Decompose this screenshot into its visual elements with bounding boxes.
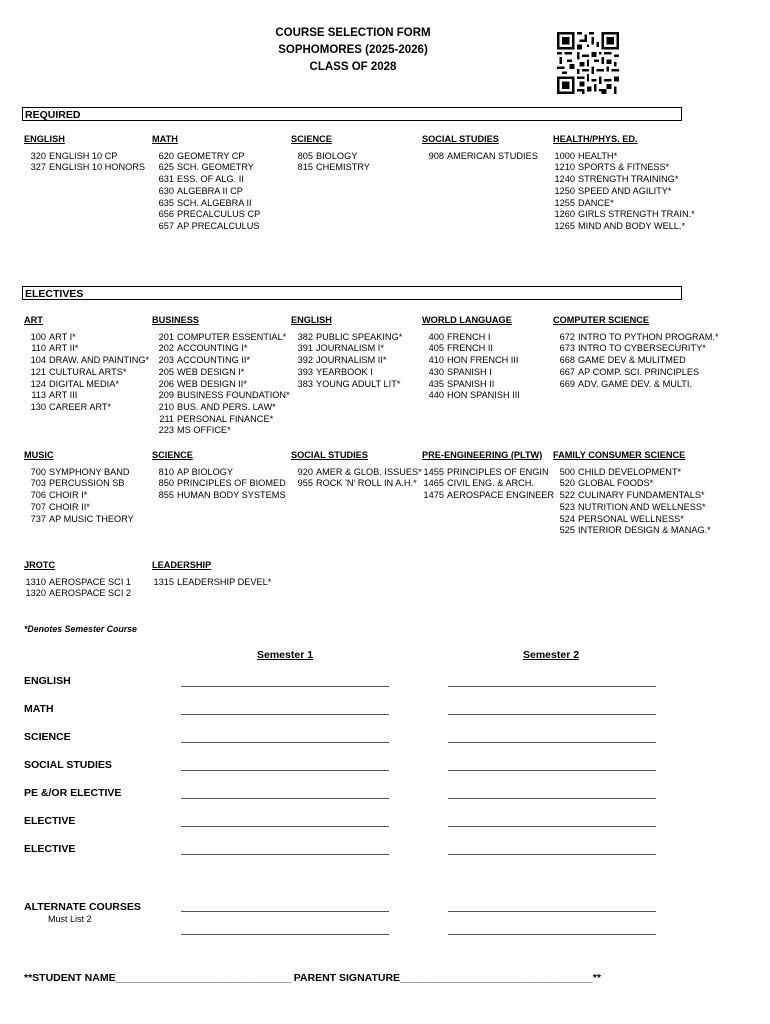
course-item — [152, 174, 260, 186]
required-health-pe-column — [553, 134, 695, 233]
course-title: CULTURAL ARTS* — [49, 366, 127, 377]
course-title: AEROSPACE SCI 1 — [49, 576, 132, 587]
course-title: HON FRENCH III — [447, 355, 519, 366]
course-title: ART I* — [49, 331, 76, 342]
course-code: 320 — [30, 150, 46, 161]
course-code: 635 — [158, 197, 174, 208]
course-title: AP COMP. SCI. PRINCIPLES — [578, 366, 700, 377]
course-title: ROCK 'N' ROLL IN A.H.* — [316, 478, 417, 489]
row-label-elective: ELECTIVE — [24, 843, 76, 855]
form-subtitle: SOPHOMORES (2025-2026) — [278, 44, 428, 56]
course-title: ART II* — [49, 343, 79, 354]
course-code: 805 — [297, 150, 313, 161]
course-item — [24, 367, 149, 379]
course-code: 130 — [30, 401, 46, 412]
column-heading: HEALTH/PHYS. ED. — [553, 134, 638, 144]
pe-elective-semester-1-field[interactable] — [181, 798, 389, 799]
course-code: 522 — [559, 490, 575, 501]
course-title: BIOLOGY — [316, 150, 358, 161]
course-title: STRENGTH TRAINING* — [578, 174, 679, 185]
course-code: 100 — [30, 331, 46, 342]
course-code: 1475 — [423, 490, 444, 501]
course-item — [152, 198, 260, 210]
course-code: 203 — [158, 355, 174, 366]
course-item — [422, 467, 554, 479]
row-label-social-studies: SOCIAL STUDIES — [24, 759, 112, 771]
course-title: MIND AND BODY WELL.* — [578, 220, 686, 231]
course-title: HEALTH* — [578, 150, 618, 161]
course-item — [291, 355, 402, 367]
qr-code-icon — [557, 32, 619, 94]
course-code: 1320 — [25, 588, 46, 599]
electives-english-column — [291, 315, 402, 390]
course-item — [152, 221, 260, 233]
course-item — [24, 151, 145, 163]
course-title: JOURNALISM II* — [316, 355, 387, 366]
course-item — [291, 151, 370, 163]
course-item — [553, 343, 719, 355]
course-title: SPANISH I — [447, 366, 492, 377]
course-code: 104 — [30, 355, 46, 366]
course-item — [422, 367, 520, 379]
course-code: 210 — [158, 401, 174, 412]
column-heading: WORLD LANGUAGE — [422, 315, 512, 325]
course-title: YEARBOOK I — [316, 366, 373, 377]
science-semester-1-field[interactable] — [181, 742, 389, 743]
course-title: CULINARY FUNDAMENTALS* — [578, 490, 705, 501]
course-code: 405 — [428, 343, 444, 354]
course-title: PUBLIC SPEAKING* — [316, 331, 403, 342]
required-science-column — [291, 134, 370, 174]
course-item — [152, 390, 290, 402]
column-heading: JROTC — [24, 560, 56, 570]
course-code: 706 — [30, 490, 46, 501]
course-item — [291, 332, 402, 344]
alternate-1-semester-1-field[interactable] — [181, 911, 389, 912]
course-item — [24, 478, 134, 490]
course-item — [24, 162, 145, 174]
course-item — [553, 502, 711, 514]
electives-jrotc-column — [24, 560, 131, 600]
course-item — [152, 151, 260, 163]
course-code: 1240 — [554, 174, 575, 185]
course-item — [553, 151, 695, 163]
course-item — [24, 490, 134, 502]
course-title: NUTRITION AND WELLNESS* — [578, 501, 706, 512]
course-item — [422, 355, 520, 367]
course-code: 383 — [297, 378, 313, 389]
elective-2-semester-1-field[interactable] — [181, 854, 389, 855]
course-title: WEB DESIGN II* — [177, 378, 247, 389]
course-title: HUMAN BODY SYSTEMS — [177, 490, 286, 501]
course-code: 1465 — [423, 478, 444, 489]
course-code: 955 — [297, 478, 313, 489]
course-title: BUSINESS FOUNDATION* — [177, 390, 290, 401]
course-code: 656 — [158, 209, 174, 220]
form-header — [200, 25, 506, 76]
alternate-courses-label: ALTERNATE COURSES — [24, 901, 141, 913]
course-title: PRINCIPLES OF ENGIN — [447, 466, 549, 477]
electives-world-language-column — [422, 315, 520, 402]
course-item — [422, 390, 520, 402]
course-title: BUS. AND PERS. LAW* — [177, 401, 276, 412]
row-label-science: SCIENCE — [24, 731, 71, 743]
course-title: AMERICAN STUDIES — [447, 150, 538, 161]
course-title: CHOIR I* — [49, 490, 88, 501]
course-code: 205 — [158, 366, 174, 377]
course-title: SCH. ALGEBRA II — [177, 197, 252, 208]
course-item — [553, 332, 719, 344]
course-code: 1310 — [25, 576, 46, 587]
math-semester-2-field[interactable] — [448, 714, 656, 715]
course-code: 435 — [428, 378, 444, 389]
column-heading: ENGLISH — [291, 315, 332, 325]
course-code: 850 — [158, 478, 174, 489]
course-item — [152, 425, 290, 437]
row-label-english: ENGLISH — [24, 675, 71, 687]
course-code: 737 — [30, 513, 46, 524]
course-code: 672 — [559, 331, 575, 342]
course-item — [422, 151, 538, 163]
course-title: SPEED AND AGILITY* — [578, 185, 672, 196]
column-heading: ENGLISH — [24, 134, 65, 144]
semester-2-heading: Semester 2 — [523, 649, 580, 661]
column-heading: FAMILY CONSUMER SCIENCE — [553, 450, 686, 460]
course-code: 524 — [559, 513, 575, 524]
pe-elective-semester-2-field[interactable] — [448, 798, 656, 799]
course-title: ENGLISH 10 CP — [49, 150, 118, 161]
course-item — [553, 209, 695, 221]
course-title: ACCOUNTING I* — [177, 343, 248, 354]
social-studies-semester-2-field[interactable] — [448, 770, 656, 771]
course-title: GAME DEV & MULITMED — [578, 355, 686, 366]
course-item — [422, 332, 520, 344]
column-heading: LEADERSHIP — [152, 560, 212, 570]
electives-science-column — [152, 450, 286, 502]
course-item — [553, 379, 719, 391]
course-code: 668 — [559, 355, 575, 366]
course-code: 113 — [31, 390, 46, 401]
course-title: ADV. GAME DEV. & MULTI. — [578, 378, 693, 389]
course-item — [152, 343, 290, 355]
course-item — [152, 402, 290, 414]
course-title: SYMPHONY BAND — [49, 466, 130, 477]
course-code: 657 — [158, 220, 174, 231]
required-social-studies-column — [422, 134, 538, 162]
course-item — [422, 379, 520, 391]
alternate-courses-sublabel: Must List 2 — [48, 914, 92, 924]
course-code: 520 — [559, 478, 575, 489]
course-code: 523 — [559, 501, 575, 512]
alternate-2-semester-2-field[interactable] — [448, 934, 656, 935]
course-title: FRENCH II — [447, 343, 493, 354]
course-code: 327 — [30, 162, 46, 173]
course-item — [152, 379, 290, 391]
column-heading: SOCIAL STUDIES — [291, 450, 368, 460]
electives-business-column — [152, 315, 290, 437]
course-code: 700 — [30, 466, 46, 477]
course-item — [24, 332, 149, 344]
course-title: ESS. OF ALG. II — [177, 174, 244, 185]
course-title: CHILD DEVELOPMENT* — [578, 466, 682, 477]
course-title: INTRO TO PYTHON PROGRAM.* — [578, 331, 719, 342]
electives-social-studies-column — [291, 450, 422, 490]
course-item — [553, 198, 695, 210]
column-heading: ART — [24, 315, 43, 325]
course-code: 1260 — [554, 209, 575, 220]
course-item — [152, 577, 271, 589]
course-code: 392 — [297, 355, 313, 366]
elective-1-semester-1-field[interactable] — [181, 826, 389, 827]
course-code: 211 — [159, 413, 174, 424]
row-label-pe-elective: PE &/OR ELECTIVE — [24, 787, 122, 799]
electives-music-column — [24, 450, 134, 525]
course-title: ENGLISH 10 HONORS — [49, 162, 145, 173]
course-title: AEROSPACE ENGINEER — [447, 490, 555, 501]
course-code: 500 — [559, 466, 575, 477]
course-item — [152, 355, 290, 367]
course-item — [553, 367, 719, 379]
column-heading: SOCIAL STUDIES — [422, 134, 499, 144]
course-item — [291, 478, 422, 490]
course-code: 121 — [30, 366, 46, 377]
course-item — [152, 367, 290, 379]
alternate-1-semester-2-field[interactable] — [448, 911, 656, 912]
column-heading: MATH — [152, 134, 178, 144]
course-item — [553, 162, 695, 174]
course-item — [422, 478, 554, 490]
course-code: 206 — [158, 378, 174, 389]
course-item — [291, 467, 422, 479]
course-code: 707 — [30, 501, 46, 512]
course-title: CHOIR II* — [49, 501, 90, 512]
course-item — [152, 478, 286, 490]
course-item — [553, 174, 695, 186]
class-year: CLASS OF 2028 — [309, 61, 397, 73]
column-heading: PRE-ENGINEERING (PLTW) — [422, 450, 543, 460]
course-item — [553, 514, 711, 526]
course-item — [553, 355, 719, 367]
elective-2-semester-2-field[interactable] — [448, 854, 656, 855]
semester-1-heading: Semester 1 — [257, 649, 314, 661]
course-title: AP BIOLOGY — [177, 466, 233, 477]
form-title: COURSE SELECTION FORM — [275, 27, 431, 39]
english-semester-1-field[interactable] — [181, 686, 389, 687]
course-code: 223 — [158, 425, 174, 436]
course-item — [291, 162, 370, 174]
course-code: 703 — [30, 478, 46, 489]
course-title: SPANISH II — [447, 378, 495, 389]
course-item — [291, 367, 402, 379]
course-title: INTRO TO CYBERSECURITY* — [578, 343, 706, 354]
course-title: GIRLS STRENGTH TRAIN.* — [578, 209, 695, 220]
required-english-column — [24, 134, 145, 174]
social-studies-semester-1-field[interactable] — [181, 770, 389, 771]
course-title: GEOMETRY CP — [177, 150, 245, 161]
column-heading: MUSIC — [24, 450, 54, 460]
course-code: 810 — [158, 466, 174, 477]
column-heading: SCIENCE — [152, 450, 193, 460]
course-title: HON SPANISH III — [447, 390, 520, 401]
course-item — [152, 414, 290, 426]
course-code: 1000 — [554, 150, 575, 161]
course-title: PERCUSSION SB — [49, 478, 125, 489]
math-semester-1-field[interactable] — [181, 714, 389, 715]
course-code: 430 — [428, 366, 444, 377]
course-item — [152, 467, 286, 479]
student-parent-signature-line[interactable]: **STUDENT NAME______________________________ PARENT SIGNATURE_________________________________** — [24, 972, 601, 984]
course-title: FRENCH I — [447, 331, 491, 342]
course-title: PERSONAL FINANCE* — [177, 413, 274, 424]
course-title: SPORTS & FITNESS* — [578, 162, 670, 173]
course-title: CAREER ART* — [49, 401, 112, 412]
electives-computer-science-column — [553, 315, 719, 390]
course-code: 855 — [158, 490, 174, 501]
course-code: 920 — [297, 466, 313, 477]
course-item — [553, 467, 711, 479]
electives-family-consumer-science-column — [553, 450, 711, 537]
course-code: 202 — [158, 343, 174, 354]
course-item — [24, 390, 149, 402]
course-title: PERSONAL WELLNESS* — [578, 513, 684, 524]
course-title: CIVIL ENG. & ARCH. — [447, 478, 534, 489]
course-code: 630 — [158, 185, 174, 196]
course-code: 669 — [559, 378, 575, 389]
electives-pre-engineering-column — [422, 450, 554, 502]
row-label-elective: ELECTIVE — [24, 815, 76, 827]
course-code: 1255 — [554, 197, 575, 208]
course-title: ACCOUNTING II* — [177, 355, 250, 366]
row-label-math: MATH — [24, 703, 54, 715]
course-item — [24, 355, 149, 367]
course-item — [553, 221, 695, 233]
course-item — [152, 162, 260, 174]
course-code: 1250 — [554, 185, 575, 196]
course-title: DRAW. AND PAINTING* — [49, 355, 150, 366]
course-title: INTERIOR DESIGN & MANAG.* — [578, 525, 711, 536]
course-title: JOURNALISM I* — [316, 343, 384, 354]
column-heading: COMPUTER SCIENCE — [553, 315, 649, 325]
course-code: 667 — [559, 366, 575, 377]
course-code: 393 — [297, 366, 313, 377]
course-title: PRINCIPLES OF BIOMED — [177, 478, 286, 489]
alternate-2-semester-1-field[interactable] — [181, 934, 389, 935]
course-code: 908 — [428, 150, 444, 161]
course-item — [553, 186, 695, 198]
course-code: 201 — [158, 331, 174, 342]
course-title: GLOBAL FOODS* — [578, 478, 654, 489]
course-title: MS OFFICE* — [177, 425, 231, 436]
course-code: 440 — [428, 390, 444, 401]
course-item — [24, 402, 149, 414]
course-code: 625 — [158, 162, 174, 173]
course-code: 400 — [428, 331, 444, 342]
course-code: 815 — [297, 162, 313, 173]
course-code: 631 — [158, 174, 174, 185]
course-code: 382 — [297, 331, 313, 342]
course-item — [24, 502, 134, 514]
course-item — [422, 490, 554, 502]
course-title: SCH. GEOMETRY — [177, 162, 254, 173]
science-semester-2-field[interactable] — [448, 742, 656, 743]
course-item — [152, 186, 260, 198]
course-title: AP MUSIC THEORY — [49, 513, 134, 524]
course-item — [24, 343, 149, 355]
course-item — [422, 343, 520, 355]
course-code: 1210 — [554, 162, 575, 173]
semester-course-note: *Denotes Semester Course — [24, 624, 137, 634]
electives-leadership-column — [152, 560, 271, 588]
course-item — [24, 577, 131, 589]
course-title: WEB DESIGN I* — [177, 366, 245, 377]
course-title: ALGEBRA II CP — [177, 185, 243, 196]
course-title: AMER & GLOB. ISSUES* — [316, 466, 422, 477]
course-title: DANCE* — [578, 197, 614, 208]
course-title: COMPUTER ESSENTIAL* — [177, 331, 287, 342]
course-item — [152, 209, 260, 221]
course-item — [553, 525, 711, 537]
course-item — [24, 379, 149, 391]
course-code: 525 — [559, 525, 575, 536]
course-title: AP PRECALCULUS — [177, 220, 260, 231]
course-code: 620 — [158, 150, 174, 161]
course-title: AEROSPACE SCI 2 — [49, 588, 132, 599]
column-heading: SCIENCE — [291, 134, 332, 144]
course-code: 209 — [158, 390, 174, 401]
course-item — [152, 332, 290, 344]
course-code: 391 — [297, 343, 313, 354]
course-item — [291, 343, 402, 355]
course-title: CHEMISTRY — [316, 162, 370, 173]
course-title: PRECALCULUS CP — [177, 209, 261, 220]
course-item — [152, 490, 286, 502]
electives-section-header: ELECTIVES — [22, 286, 682, 300]
course-code: 1315 — [153, 576, 174, 587]
course-item — [24, 514, 134, 526]
course-code: 673 — [559, 343, 575, 354]
course-item — [291, 379, 402, 391]
course-title: LEADERSHIP DEVEL* — [177, 576, 272, 587]
course-item — [24, 467, 134, 479]
course-title: DIGITAL MEDIA* — [49, 378, 119, 389]
required-math-column — [152, 134, 260, 233]
course-item — [553, 490, 711, 502]
required-section-header: REQUIRED — [22, 107, 682, 121]
course-code: 124 — [30, 378, 46, 389]
course-title: YOUNG ADULT LIT* — [316, 378, 401, 389]
english-semester-2-field[interactable] — [448, 686, 656, 687]
elective-1-semester-2-field[interactable] — [448, 826, 656, 827]
course-item — [553, 478, 711, 490]
course-code: 110 — [31, 343, 46, 354]
course-code: 1265 — [554, 220, 575, 231]
electives-art-column — [24, 315, 149, 414]
course-title: ART III — [49, 390, 78, 401]
course-code: 410 — [428, 355, 444, 366]
column-heading: BUSINESS — [152, 315, 199, 325]
course-code: 1455 — [423, 466, 444, 477]
course-item — [24, 588, 131, 600]
